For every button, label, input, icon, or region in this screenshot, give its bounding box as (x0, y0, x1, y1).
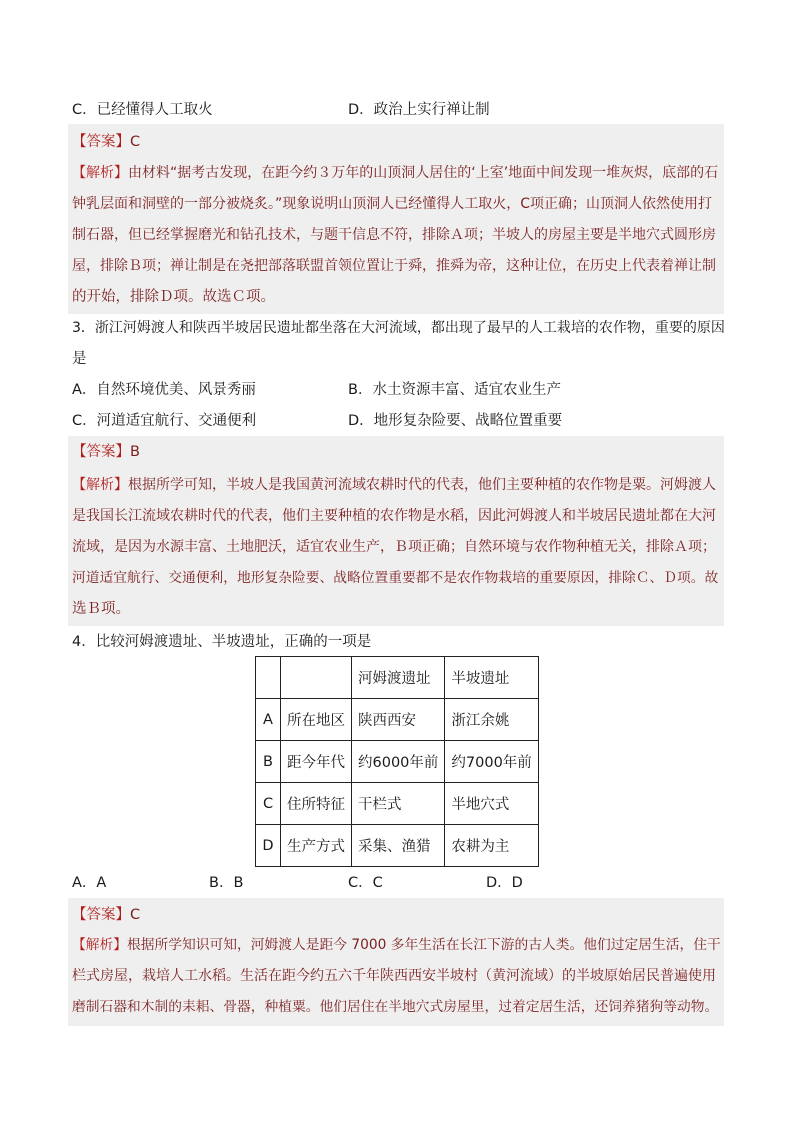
analysis-text: 根据所学可知，半坡人是我国黄河流域农耕时代的代表，他们主要种植的农作物是粟。河姆渡人 (128, 477, 716, 493)
table-cell: 陕西西安 (352, 699, 445, 741)
table-cell: 生产方式 (281, 825, 352, 867)
q4-option-b: B．B (209, 875, 244, 891)
table-header-banpo: 半坡遗址 (445, 657, 538, 699)
q3-answer-block (68, 436, 724, 626)
table-cell: B (256, 741, 281, 783)
table-cell: A (256, 699, 281, 741)
table-row (256, 783, 539, 825)
analysis-tag: 【解析】 (72, 165, 128, 181)
q4-analysis-line-2: 栏式房屋，栽培人工水稻。生活在距今约五六千年陕西西安半坡村（黄河流域）的半坡原始居民普遍使用 (72, 968, 716, 984)
table-cell: D (256, 825, 281, 867)
answer-tag: 【答案】 (72, 134, 130, 150)
table-row (256, 741, 539, 783)
comparison-table (255, 656, 539, 867)
answer-value: C (130, 907, 141, 923)
q3-stem-line-1: 3．浙江河姆渡人和陕西半坡居民遗址都坐落在大河流域，都出现了最早的人工栽培的农作物，重要的原因 (72, 320, 725, 336)
table-cell: 约6000年前 (352, 741, 445, 783)
q3-option-a: A．自然环境优美、风景秀丽 (72, 382, 256, 398)
table-cell: 约7000年前 (445, 741, 538, 783)
table-cell: 浙江余姚 (445, 699, 538, 741)
q3-analysis-line-1 (72, 475, 716, 495)
table-row (256, 825, 539, 867)
q3-stem-line-2: 是 (72, 351, 87, 367)
answer-tag: 【答案】 (72, 444, 130, 460)
answer-value: C (130, 134, 141, 150)
q2-analysis-line-2: 钟乳层面和洞壁的一部分被烧炙。”现象说明山顶洞人已经懂得人工取火，C项正确；山顶洞人依然使用打 (72, 196, 713, 212)
table-row (256, 699, 539, 741)
analysis-text: 由材料“据考古发现，在距今约３万年的山顶洞人居住的‘上室’地面中间发现一堆灰烬，底部的石 (128, 165, 719, 181)
q2-option-d: D．政治上实行禅让制 (348, 102, 490, 118)
table-header-row (256, 657, 539, 699)
q3-option-c: C．河道适宜航行、交通便利 (72, 413, 257, 429)
q3-analysis-line-2: 是我国长江流域农耕时代的代表，他们主要种植的农作物是水稻，因此河姆渡人和半坡居民遗址都在大河 (72, 508, 716, 524)
q2-analysis-line-3: 制石器，但已经掌握磨光和钻孔技术，与题干信息不符，排除Ａ项；半坡人的房屋主要是半地穴式圆形房 (72, 227, 716, 243)
analysis-tag: 【解析】 (72, 477, 128, 493)
q4-stem: 4．比较河姆渡遗址、半坡遗址，正确的一项是 (72, 634, 372, 650)
q3-option-d: D．地形复杂险要、战略位置重要 (348, 413, 563, 429)
q2-analysis-line-1 (72, 163, 718, 183)
analysis-tag: 【解析】 (72, 937, 128, 953)
table-cell: 住所特征 (281, 783, 352, 825)
table-cell: 干栏式 (352, 783, 445, 825)
q2-analysis-line-4: 屋，排除Ｂ项；禅让制是在尧把部落联盟首领位置让于舜，推舜为帝，这种让位，在历史上代表着禅让制 (72, 258, 716, 274)
q3-answer-line (72, 442, 140, 462)
table-cell (281, 657, 352, 699)
q2-analysis-line-5: 的开始，排除Ｄ项。故选Ｃ项。 (72, 289, 275, 305)
table-header-hemudu: 河姆渡遗址 (352, 657, 445, 699)
table-cell: 距今年代 (281, 741, 352, 783)
q4-option-c: C．C (348, 875, 383, 891)
q2-option-c: C．已经懂得人工取火 (72, 102, 213, 118)
q2-answer-line (72, 132, 140, 152)
analysis-text: 根据所学知识可知，河姆渡人是距今 7000 多年生活在长江下游的古人类。他们过定居生活，住干 (127, 937, 721, 953)
table-cell (256, 657, 281, 699)
table-cell: 半地穴式 (445, 783, 538, 825)
table-cell: C (256, 783, 281, 825)
q3-analysis-line-3: 流域，是因为水源丰富、土地肥沃，适宜农业生产，Ｂ项正确；自然环境与农作物种植无关，排除Ａ项； (72, 539, 716, 555)
answer-tag: 【答案】 (72, 907, 130, 923)
q3-option-b: B．水土资源丰富、适宜农业生产 (348, 382, 561, 398)
q4-analysis-line-1 (72, 935, 721, 955)
table-cell: 农耕为主 (445, 825, 538, 867)
q4-answer-block (68, 898, 724, 1026)
q3-analysis-line-5: 选Ｂ项。 (72, 601, 130, 617)
table-cell: 采集、渔猎 (352, 825, 445, 867)
table-cell: 所在地区 (281, 699, 352, 741)
q2-answer-block (68, 124, 724, 314)
q4-option-d: D．D (486, 875, 523, 891)
q4-option-a: A．A (72, 875, 107, 891)
q4-analysis-line-3: 磨制石器和木制的耒耜、骨器，种植粟。他们居住在半地穴式房屋里，过着定居生活，还饲养猪狗等动物。 (72, 999, 719, 1015)
q3-analysis-line-4: 河道适宜航行、交通便利，地形复杂险要、战略位置重要都不是农作物栽培的重要原因，排除Ｃ、Ｄ项。故 (72, 570, 719, 586)
q4-answer-line (72, 905, 140, 925)
answer-value: B (130, 444, 140, 460)
